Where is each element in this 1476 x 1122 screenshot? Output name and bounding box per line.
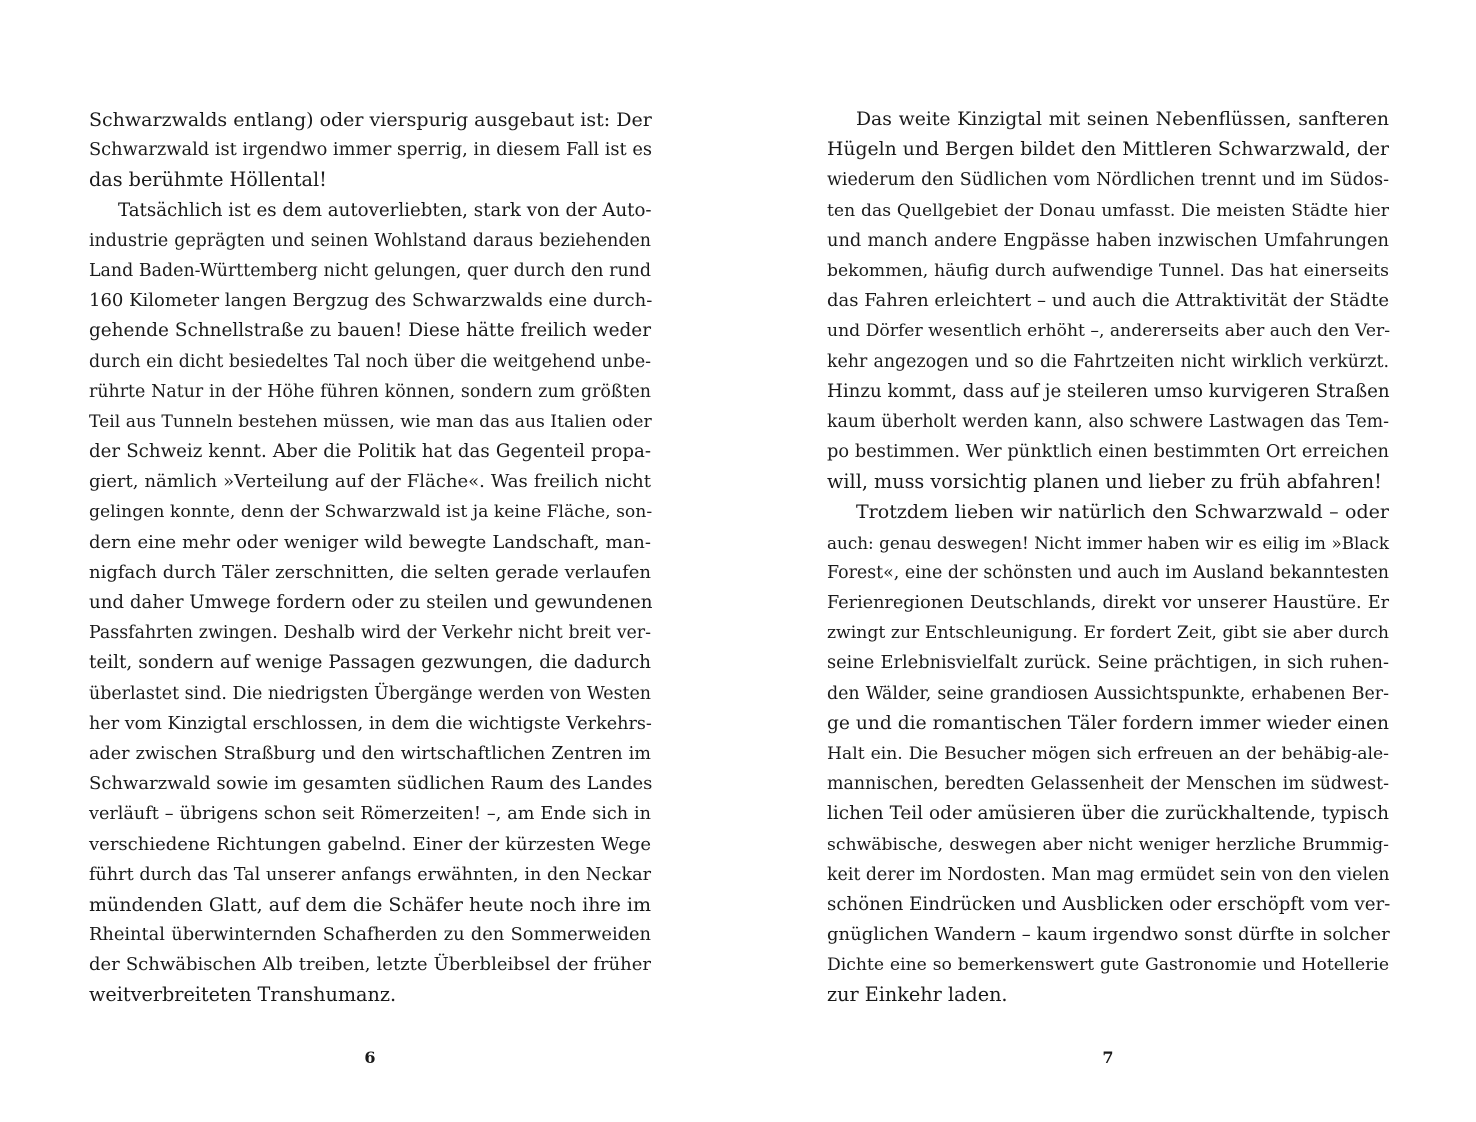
paragraph bbox=[827, 105, 1389, 497]
text-line: schönen Eindrücken und Ausblicken oder erschöpft vom ver- bbox=[827, 893, 1391, 915]
text-line: wiederum den Südlichen vom Nördlichen trennt und im Südos- bbox=[827, 170, 1389, 191]
text-line: nigfach durch Täler zerschnitten, die selten gerade verlaufen bbox=[89, 561, 651, 583]
page-number-left: 6 bbox=[364, 1048, 376, 1067]
text-line: überlastet sind. Die niedrigsten Übergänge werden von Westen bbox=[89, 683, 651, 704]
text-line: Land Baden-Württemberg nicht gelungen, quer durch den rund bbox=[89, 260, 651, 281]
text-line: ten das Quellgebiet der Donau umfasst. Die meisten Städte hier bbox=[827, 200, 1389, 221]
text-line: giert, nämlich »Verteilung auf der Fläche«. Was freilich nicht bbox=[89, 471, 651, 493]
text-line: Schwarzwald sowie im gesamten südlichen Raum des Landes bbox=[89, 773, 653, 795]
text-line: Das weite Kinzigtal mit seinen Nebenflüssen, sanfteren bbox=[856, 109, 1389, 130]
text-line: verläuft – übrigens schon seit Römerzeiten! –, am Ende sich in bbox=[89, 804, 651, 825]
text-line: Hügeln und Bergen bildet den Mittleren Schwarzwald, der bbox=[827, 139, 1389, 161]
text-line: der Schwäbischen Alb treiben, letzte Überbleibsel der früher bbox=[89, 954, 651, 976]
text-line: führt durch das Tal unserer anfangs erwähnten, in den Neckar bbox=[89, 864, 651, 885]
text-line: Hinzu kommt, dass auf je steileren umso kurvigeren Straßen bbox=[827, 380, 1390, 402]
text-line: zwingt zur Entschleunigung. Er fordert Zeit, gibt sie aber durch bbox=[827, 623, 1389, 644]
text-line: schwäbische, deswegen aber nicht weniger herzliche Brummig- bbox=[827, 834, 1389, 855]
text-line: keit derer im Nordosten. Man mag ermüdet sein von den vielen bbox=[827, 864, 1390, 885]
text-line: mannischen, beredten Gelassenheit der Menschen im südwest- bbox=[827, 774, 1389, 795]
text-line: Dichte eine so bemerkenswert gute Gastronomie und Hotellerie bbox=[827, 955, 1389, 976]
text-line: Teil aus Tunneln bestehen müssen, wie man das aus Italien oder bbox=[89, 411, 652, 432]
paragraph bbox=[89, 105, 651, 196]
text-line: und daher Umwege fordern oder zu steilen und gewundenen bbox=[89, 592, 653, 613]
text-line: ge und die romantischen Täler fordern immer wieder einen bbox=[827, 712, 1389, 734]
text-line: ader zwischen Straßburg und den wirtschaftlichen Zentren im bbox=[89, 743, 651, 764]
text-line: durch ein dicht besiedeltes Tal noch über die weitgehend unbe- bbox=[89, 351, 651, 372]
right-page-text bbox=[827, 105, 1389, 1011]
text-line: Passfahrten zwingen. Deshalb wird der Verkehr nicht breit ver- bbox=[89, 623, 651, 644]
text-line: das berühmte Höllental! bbox=[89, 168, 327, 192]
paragraph bbox=[827, 497, 1389, 1010]
text-line: und manch andere Engpässe haben inzwischen Umfahrungen bbox=[827, 229, 1389, 251]
text-line: Rheintal überwinternden Schafherden zu den Sommerweiden bbox=[89, 924, 651, 946]
text-line: der Schweiz kennt. Aber die Politik hat das Gegenteil propa- bbox=[89, 441, 651, 463]
text-line: her vom Kinzigtal erschlossen, in dem die wichtigste Verkehrs- bbox=[89, 713, 652, 734]
text-line: will, muss vorsichtig planen und lieber zu früh abfahren! bbox=[827, 470, 1382, 494]
text-line: Schwarzwald ist irgendwo immer sperrig, in diesem Fall ist es bbox=[89, 139, 652, 161]
text-line: verschiedene Richtungen gabelnd. Einer der kürzesten Wege bbox=[89, 833, 651, 855]
right-page bbox=[827, 105, 1389, 1065]
text-line: seine Erlebnisvielfalt zurück. Seine prächtigen, in sich ruhen- bbox=[827, 652, 1389, 674]
text-line: 160 Kilometer langen Bergzug des Schwarzwalds eine durch- bbox=[89, 290, 653, 312]
text-line: bekommen, häufig durch aufwendige Tunnel. Das hat einerseits bbox=[827, 260, 1389, 281]
text-line: weitverbreiteten Transhumanz. bbox=[89, 983, 397, 1007]
page-number-right: 7 bbox=[1102, 1048, 1114, 1067]
paragraph bbox=[89, 196, 651, 1011]
text-line: den Wälder, seine grandiosen Aussichtspunkte, erhabenen Ber- bbox=[827, 683, 1389, 704]
text-line: Trotzdem lieben wir natürlich den Schwarzwald – oder bbox=[856, 501, 1389, 524]
text-line: po bestimmen. Wer pünktlich einen bestimmten Ort erreichen bbox=[827, 441, 1389, 463]
text-line: Tatsächlich ist es dem autoverliebten, stark von der Auto- bbox=[118, 199, 652, 221]
text-line: teilt, sondern auf wenige Passagen gezwungen, die dadurch bbox=[89, 652, 651, 674]
text-line: Ferienregionen Deutschlands, direkt vor unserer Haustüre. Er bbox=[827, 593, 1389, 613]
text-line: Schwarzwalds entlang) oder vierspurig ausgebaut ist: Der bbox=[89, 109, 652, 131]
text-line: lichen Teil oder amüsieren über die zurückhaltende, typisch bbox=[827, 803, 1389, 825]
text-line: Halt ein. Die Besucher mögen sich erfreuen an der behäbig-ale- bbox=[827, 743, 1389, 764]
text-line: gehende Schnellstraße zu bauen! Diese hätte freilich weder bbox=[89, 320, 651, 342]
text-line: dern eine mehr oder weniger wild bewegte Landschaft, man- bbox=[89, 531, 651, 553]
text-line: zur Einkehr laden. bbox=[827, 983, 1008, 1007]
text-line: gnüglichen Wandern – kaum irgendwo sonst dürfte in solcher bbox=[827, 924, 1390, 946]
left-page-text bbox=[89, 105, 651, 1011]
text-line: industrie geprägten und seinen Wohlstand daraus beziehenden bbox=[89, 230, 651, 251]
text-line: kaum überholt werden kann, also schwere Lastwagen das Tem- bbox=[827, 411, 1389, 432]
text-line: Forest«, eine der schönsten und auch im Ausland bekanntesten bbox=[827, 562, 1389, 583]
text-line: und Dörfer wesentlich erhöht –, andererseits aber auch den Ver- bbox=[827, 321, 1391, 342]
text-line: gelingen konnte, denn der Schwarzwald ist ja keine Fläche, son- bbox=[89, 502, 653, 523]
left-page bbox=[89, 105, 651, 1065]
text-line: mündenden Glatt, auf dem die Schäfer heute noch ihre im bbox=[89, 893, 651, 916]
text-line: auch: genau deswegen! Nicht immer haben wir es eilig im »Black bbox=[827, 532, 1389, 553]
text-line: das Fahren erleichtert – und auch die Attraktivität der Städte bbox=[827, 290, 1389, 312]
text-line: rührte Natur in der Höhe führen können, sondern zum größten bbox=[89, 381, 651, 402]
text-line: kehr angezogen und so die Fahrtzeiten nicht wirklich verkürzt. bbox=[827, 351, 1389, 372]
